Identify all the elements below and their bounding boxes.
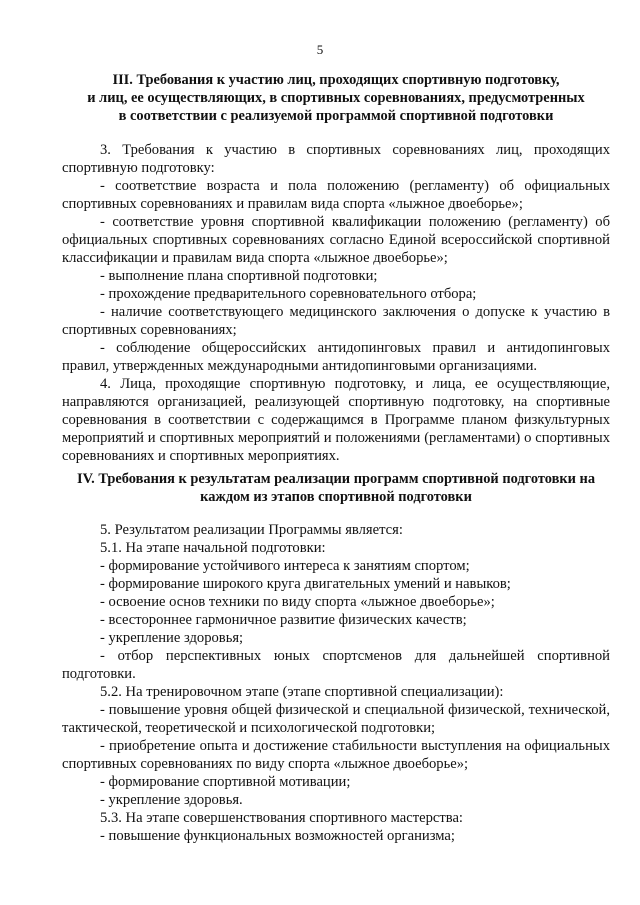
paragraph: - повышение уровня общей физической и специальной физической, технической, тактической, теоретической и психологической подготовки;: [62, 702, 610, 736]
paragraph: - соблюдение общероссийских антидопинговых правил и антидопинговых правил, утвержденных международными антидопинговыми организациями.: [62, 340, 610, 374]
paragraph: 5.3. На этапе совершенствования спортивного мастерства:: [100, 810, 463, 826]
paragraph: - укрепление здоровья;: [100, 630, 244, 646]
paragraph: - прохождение предварительного соревновательного отбора;: [100, 286, 477, 302]
paragraph: - освоение основ техники по виду спорта «лыжное двоеборье»;: [100, 594, 495, 610]
section-4-heading: [62, 470, 610, 506]
section-heading-line: и лиц, ее осуществляющих, в спортивных соревнованиях, предусмотренных: [87, 90, 585, 106]
paragraph: - укрепление здоровья.: [100, 792, 243, 808]
section-heading-line: каждом из этапов спортивной подготовки: [200, 489, 472, 505]
paragraph: 4. Лица, проходящие спортивную подготовку, и лица, ее осуществляющие, направляются организацией, реализующей спортивную подготовку, на спортивные соревнования в соответствии с содержащимся в Программе планом физкультурных мероприятий и спортивных мероприятий и положениями (регламентами) о спортивных соревнованиях и спортивных мероприятиях.: [62, 376, 610, 464]
paragraph: - всестороннее гармоничное развитие физических качеств;: [100, 612, 467, 628]
section-3-body: [62, 141, 610, 465]
paragraph: - формирование устойчивого интереса к занятиям спортом;: [100, 558, 470, 574]
paragraph: 5. Результатом реализации Программы является:: [100, 522, 403, 538]
section-3-heading: [62, 71, 610, 125]
paragraph: 3. Требования к участию в спортивных соревнованиях лиц, проходящих спортивную подготовку:: [62, 142, 610, 176]
paragraph: 5.1. На этапе начальной подготовки:: [100, 540, 326, 556]
paragraph: - отбор перспективных юных спортсменов для дальнейшей спортивной подготовки.: [62, 648, 610, 682]
section-heading-line: в соответствии с реализуемой программой спортивной подготовки: [118, 108, 554, 124]
paragraph: - приобретение опыта и достижение стабильности выступления на официальных спортивных соревнованиях по виду спорта «лыжное двоеборье»;: [62, 738, 610, 772]
section-4-body: [62, 521, 610, 845]
paragraph: - выполнение плана спортивной подготовки;: [100, 268, 378, 284]
paragraph: - соответствие возраста и пола положению (регламенту) об официальных спортивных соревнованиях и правилам вида спорта «лыжное двоеборье»;: [62, 178, 610, 212]
paragraph: - формирование широкого круга двигательных умений и навыков;: [100, 576, 511, 592]
section-heading-line: IV. Требования к результатам реализации программ спортивной подготовки на: [76, 471, 596, 487]
paragraph: - повышение функциональных возможностей организма;: [100, 828, 455, 844]
section-heading-line: III. Требования к участию лиц, проходящих спортивную подготовку,: [112, 72, 560, 88]
paragraph: - формирование спортивной мотивации;: [100, 774, 351, 790]
paragraph: 5.2. На тренировочном этапе (этапе спортивной специализации):: [100, 684, 504, 700]
paragraph: - наличие соответствующего медицинского заключения о допуске к участию в спортивных соревнованиях;: [62, 304, 610, 338]
paragraph: - соответствие уровня спортивной квалификации положению (регламенту) об официальных спортивных соревнованиях согласно Единой всероссийской спортивной классификации и правилам вида спорта «лыжное двоеборье»;: [62, 214, 610, 266]
page-number: 5: [316, 42, 324, 57]
